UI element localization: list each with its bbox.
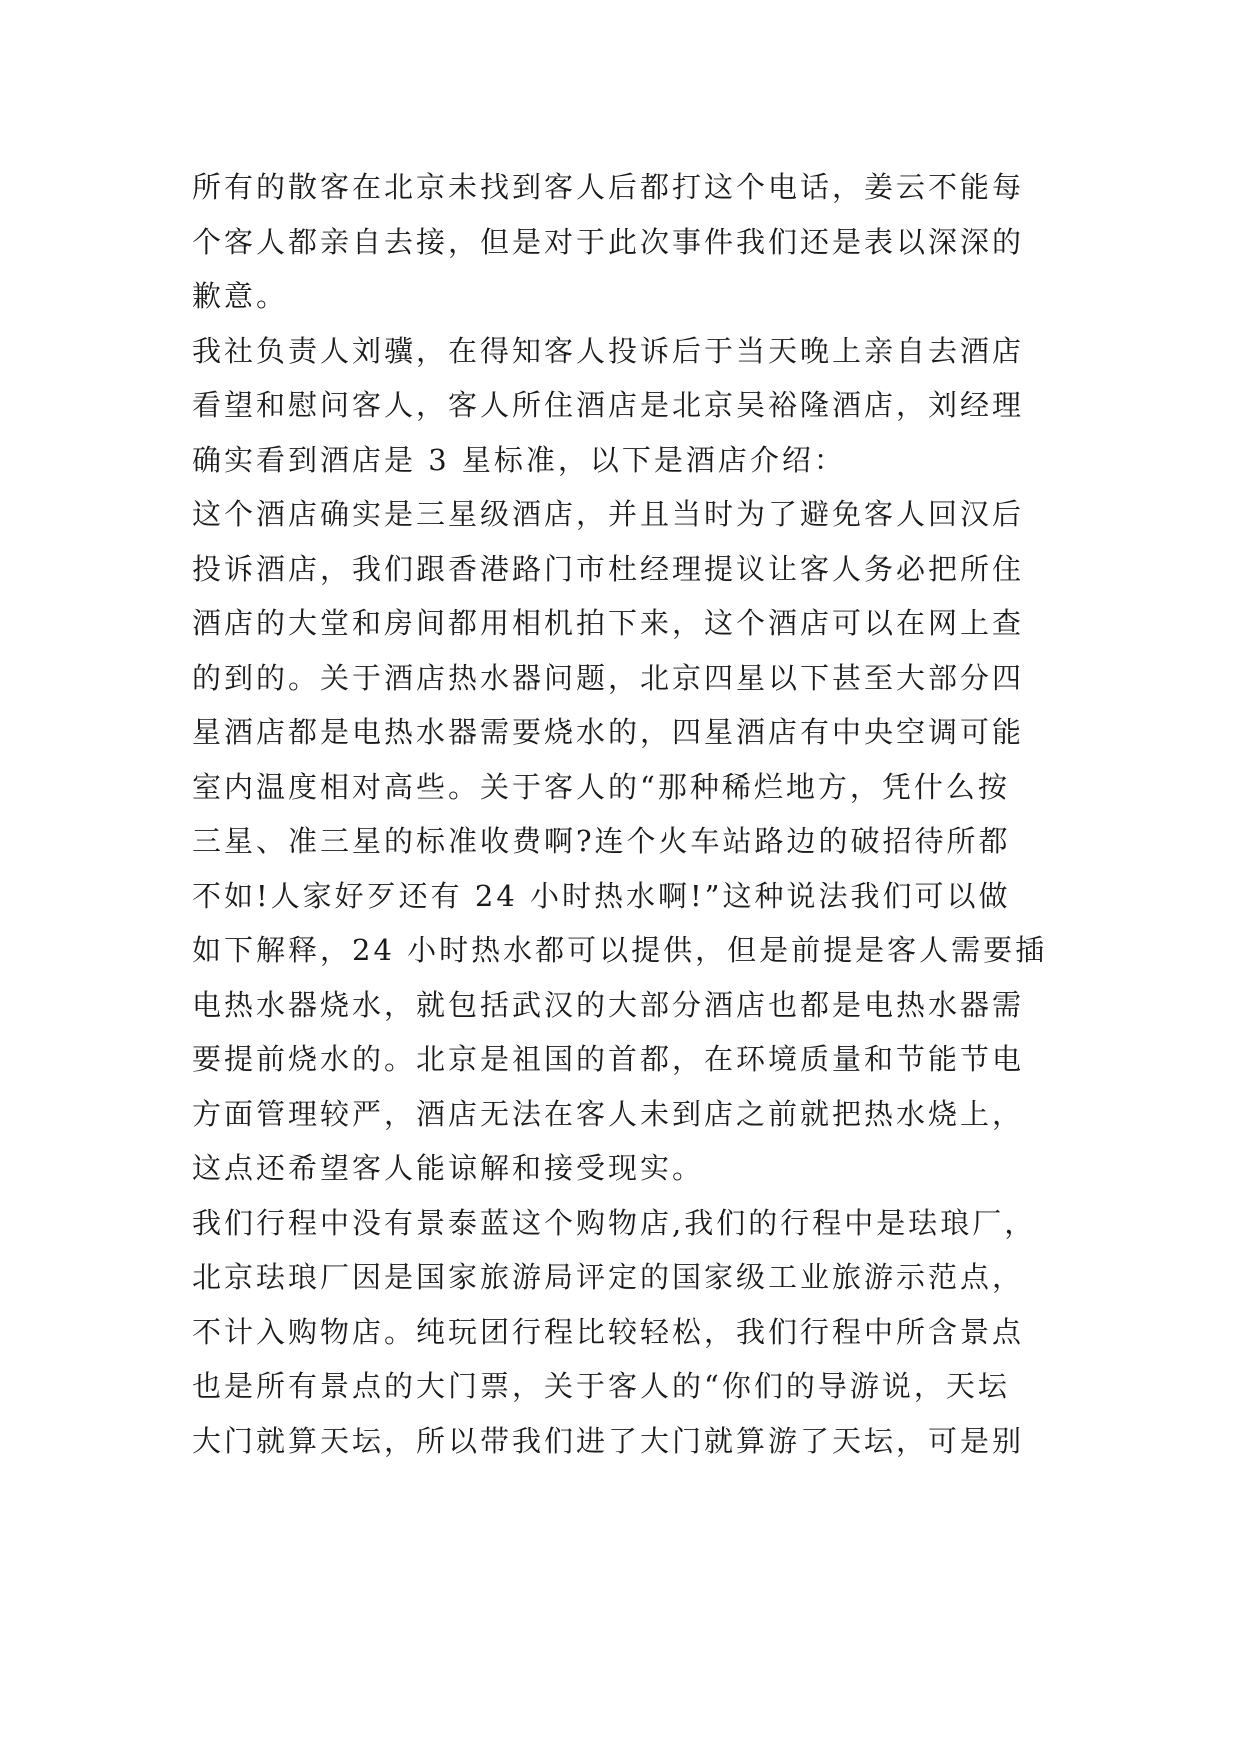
text-line-12: 室内温度相对高些。关于客人的“那种稀烂地方，凭什么按 [192, 769, 1010, 804]
text-line-24: 大门就算天坛，所以带我们进了大门就算游了天坛，可是别 [192, 1423, 1025, 1458]
text-line-18: 方面管理较严，酒店无法在客人未到店之前就把热水烧上， [192, 1096, 1025, 1131]
text-line-6: 确实看到酒店是 3 星标准，以下是酒店介绍： [192, 442, 846, 477]
text-line-8: 投诉酒店，我们跟香港路门市杜经理提议让客人务必把所住 [192, 551, 1025, 586]
text-line-4: 我社负责人刘骥，在得知客人投诉后于当天晚上亲自去酒店 [192, 333, 1025, 368]
text-line-3: 歉意。 [192, 279, 289, 313]
text-line-13: 三星、准三星的标准收费啊?连个火车站路边的破招待所都 [192, 824, 1011, 858]
text-line-5: 看望和慰问客人，客人所住酒店是北京吴裕隆酒店，刘经理 [192, 388, 1025, 422]
text-line-9: 酒店的大堂和房间都用相机拍下来，这个酒店可以在网上查 [192, 606, 1025, 640]
text-line-15: 如下解释，24 小时热水都可以提供，但是前提是客人需要插 [192, 933, 1048, 967]
text-line-21: 北京珐琅厂因是国家旅游局评定的国家级工业旅游示范点， [192, 1260, 1025, 1294]
text-line-22: 不计入购物店。纯玩团行程比较轻松，我们行程中所含景点 [192, 1314, 1025, 1349]
text-line-23: 也是所有景点的大门票，关于客人的“你们的导游说，天坛 [192, 1369, 1010, 1403]
text-line-1: 所有的散客在北京未找到客人后都打这个电话，姜云不能每 [192, 170, 1025, 204]
text-line-10: 的到的。关于酒店热水器问题，北京四星以下甚至大部分四 [192, 660, 1025, 695]
text-line-11: 星酒店都是电热水器需要烧水的，四星酒店有中央空调可能 [192, 715, 1025, 749]
text-line-19: 这点还希望客人能谅解和接受现实。 [192, 1151, 705, 1185]
text-line-14: 不如!人家好歹还有 24 小时热水啊!”这种说法我们可以做 [192, 878, 1011, 913]
text-line-7: 这个酒店确实是三星级酒店，并且当时为了避免客人回汉后 [192, 497, 1025, 531]
text-line-2: 个客人都亲自去接，但是对于此次事件我们还是表以深深的 [192, 224, 1025, 259]
text-line-16: 电热水器烧水，就包括武汉的大部分酒店也都是电热水器需 [192, 987, 1025, 1022]
document-body [192, 160, 1062, 1468]
text-line-17: 要提前烧水的。北京是祖国的首都，在环境质量和节能节电 [192, 1042, 1025, 1076]
text-line-20: 我们行程中没有景泰蓝这个购物店,我们的行程中是珐琅厂， [192, 1205, 1037, 1240]
